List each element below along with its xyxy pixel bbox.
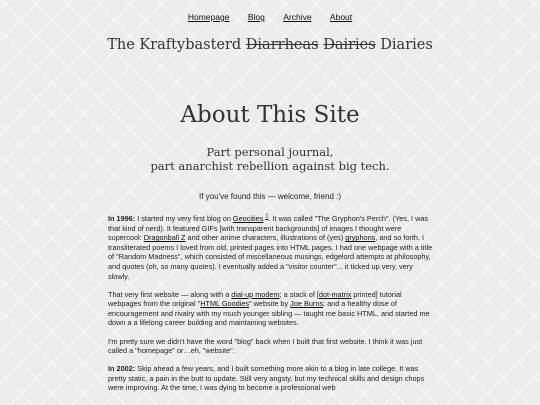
p1-text-4: , and so forth. I transliterated poems I loved from old, printed pages into HTML pages. I had one webpage with a title of "Random Madness", which consisted of miscellaneous musings, edgelord attempts at philosophy, and quotes (oh, so many quotes). I eventually added a "visitor counter"... it ticked up very, very slowly.	[108, 233, 433, 281]
site-title-suffix: Diaries	[380, 37, 433, 53]
p2-text-3: printed] tutorial webpages from the original "	[108, 289, 402, 309]
joe-burns-link[interactable]: Joe Burns	[290, 299, 324, 309]
p2-text-2: ; a stack of [	[279, 289, 319, 299]
dial-up-modem-link[interactable]: dial-up modem	[231, 289, 280, 299]
p4-text-1: Skip ahead a few years, and I built something more akin to a blog in late college. It was pretty static, a pain in the butt to update. Still very angsty, but my technical skills and design chops were improving. At the time, I was dying to become a professional web	[108, 364, 425, 393]
p2-text-4: " website by	[249, 299, 291, 309]
dot-matrix-link[interactable]: dot-matrix	[318, 289, 352, 299]
geocities-link[interactable]: Geocities	[232, 214, 264, 223]
year-1996-label: In 1996:	[108, 214, 136, 223]
p2-text-5: ; and a healthy dose of encouragement and rivalry with my much younger sibling — taught me basic HTML, and started me down a a lifelong career building and maintaining websites.	[108, 299, 430, 328]
paragraph-blog-word: I'm pretty sure we didn't have the word "blog" back when I built that first website. I think it was just called a "homepage" or…eh, "website".	[108, 336, 423, 356]
subtitle-line-2: part anarchist rebellion against big tech.	[150, 158, 390, 173]
welcome-text: If you've found this — welcome, friend :)	[198, 192, 342, 201]
year-2002-label: In 2002:	[108, 364, 136, 374]
nav-archive-link[interactable]: Archive	[283, 12, 312, 22]
p2-text-1: That very first website — along with a	[108, 289, 232, 299]
page-subtitle	[0, 146, 540, 173]
p1-text-3: and other anime characters, illustrations of (yes)	[185, 233, 346, 243]
gryphons-link[interactable]: gryphons	[345, 233, 376, 243]
top-nav	[0, 12, 540, 22]
site-title-strike-2: Dairies	[323, 37, 376, 53]
p1-text-1: I started my very first blog on	[135, 214, 233, 223]
site-title-prefix: The Kraftybasterd	[107, 37, 242, 53]
paragraph-1996	[108, 214, 434, 281]
subtitle-line-1: Part personal journal,	[206, 145, 334, 159]
footnote-1-link[interactable]: 1	[265, 213, 269, 220]
dragonball-z-link[interactable]: Dragonball Z	[143, 233, 186, 243]
about-content	[108, 214, 434, 402]
nav-homepage-link[interactable]: Homepage	[187, 12, 230, 22]
nav-about-link[interactable]: About	[329, 12, 353, 22]
paragraph-2002	[108, 364, 434, 393]
site-title-strike-1: Diarrheas	[245, 37, 319, 53]
p1-text-2: . It was called "The Gryphon's Perch". (Yes, I was that kind of nerd). It featured GIFs [with transparent backgrounds] of images I thought were supercool:	[108, 214, 429, 243]
nav-blog-link[interactable]: Blog	[247, 12, 265, 22]
paragraph-first-website	[108, 290, 434, 328]
site-title	[0, 37, 540, 53]
html-goodies-link[interactable]: HTML Goodies	[200, 299, 250, 309]
page-title: About This Site	[180, 102, 360, 128]
